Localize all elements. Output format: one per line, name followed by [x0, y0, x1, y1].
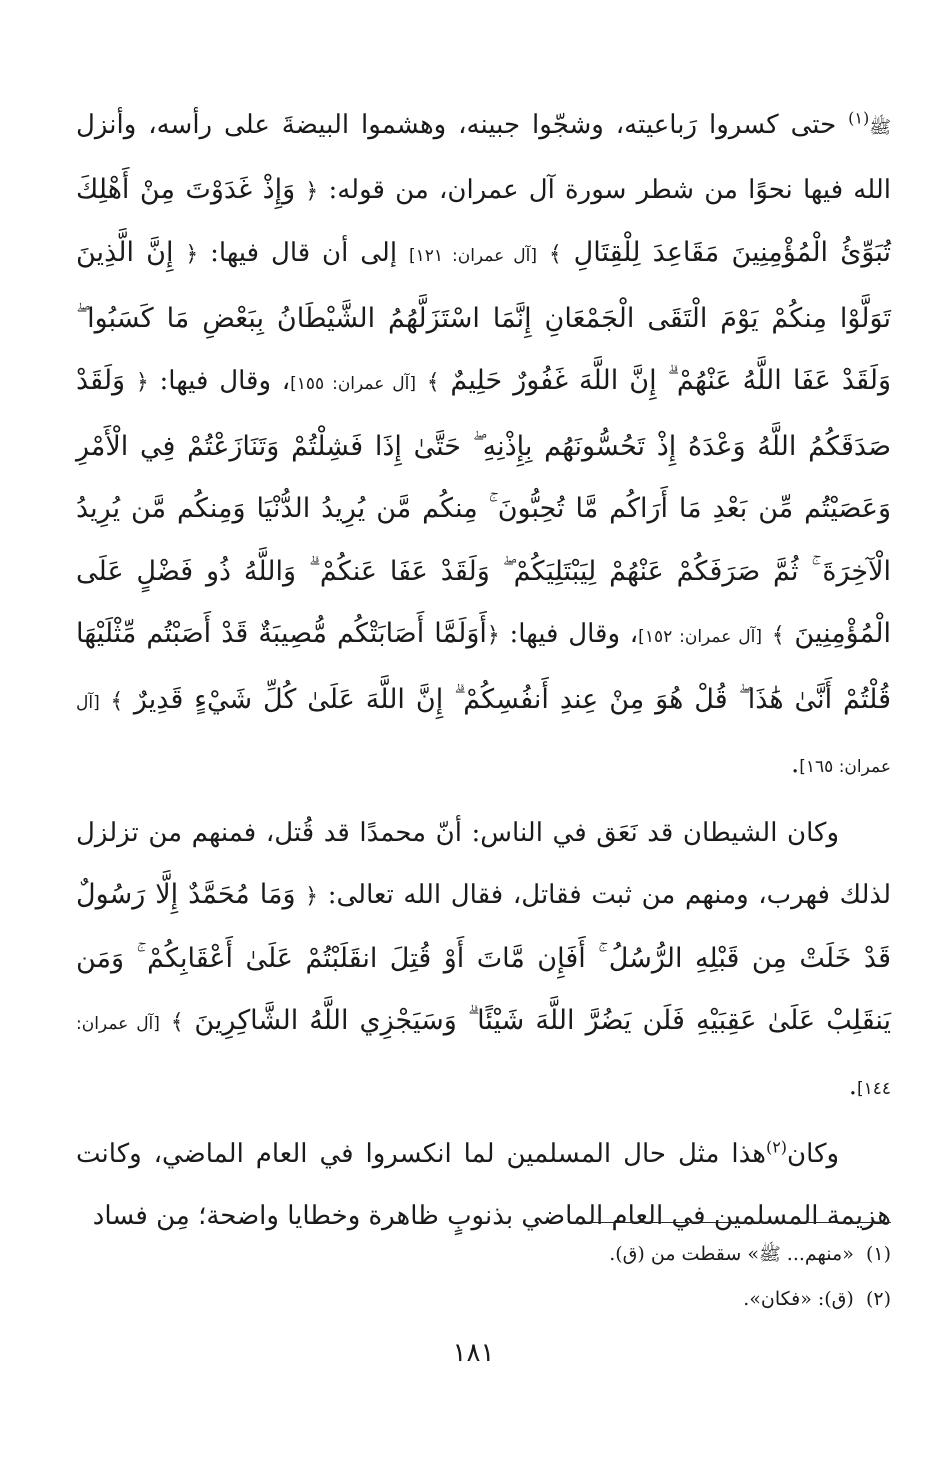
footnote-marker-1: (١): [848, 108, 870, 128]
footnote-number: (٢): [865, 1288, 891, 1310]
quran-verse: إِنَّ الَّذِينَ تَوَلَّوْا مِنكُمْ يَوْمَ الْتَقَى الْجَمْعَانِ إِنَّمَا اسْتَزَلَّهُمُ الشَّيْطَانُ بِبَعْضِ مَا كَسَبُوا ۖ وَلَقَدْ عَفَا اللَّهُ عَنْهُمْ ۗ إِنَّ اللَّهَ غَفُورٌ حَلِيمٌ: [76, 237, 892, 396]
footnotes: [76, 1232, 891, 1322]
verse-open-bracket: ﴿: [305, 884, 319, 909]
text-segment: .: [848, 1070, 857, 1101]
footnote-text: (ق): «فكان».: [743, 1288, 854, 1310]
quran-verse: وَمَا مُحَمَّدٌ إِلَّا رَسُولٌ قَدْ خَلَتْ مِن قَبْلِهِ الرُّسُلُ ۚ أَفَإِن مَّاتَ أَوْ قُتِلَ انقَلَبْتُمْ عَلَىٰ أَعْقَابِكُمْ ۚ وَمَن يَنقَلِبْ عَلَىٰ عَقِبَيْهِ فَلَن يَضُرَّ اللَّهَ شَيْئًا ۗ وَسَيَجْزِي اللَّهُ الشَّاكِرِينَ: [76, 879, 892, 1036]
page-number: ١٨١: [452, 1338, 495, 1368]
verse-open-bracket: ﴿: [185, 242, 199, 267]
text-segment: وكان: [787, 1139, 839, 1169]
verse-close-bracket: ﴾: [426, 370, 440, 395]
paragraph-3: [76, 1124, 891, 1247]
main-text: [76, 95, 891, 1247]
salawat-symbol: ﷺ: [869, 117, 892, 138]
verse-close-bracket: ﴾: [771, 623, 785, 648]
text-segment: هذا مثل حال المسلمين لما انكسروا في العام الماضي، وكانت هزيمة المسلمين في العام الماضي بذنوبٍ ظاهرة وخطايا واضحة؛ مِن فساد: [76, 1139, 891, 1231]
footnote-text: » سقطت من (ق).: [609, 1243, 759, 1265]
verse-reference: [آل عمران: ١٥٢]: [638, 627, 762, 647]
text-segment: ، وقال فيها:: [499, 619, 639, 649]
salawat-symbol: ﷺ: [758, 1244, 781, 1265]
quran-verse: أَوَلَمَّا أَصَابَتْكُم مُّصِيبَةٌ قَدْ أَصَبْتُم مِّثْلَيْهَا قُلْتُمْ أَنَّىٰ هَٰذَا ۖ قُلْ هُوَ مِنْ عِندِ أَنفُسِكُمْ ۗ إِنَّ اللَّهَ عَلَىٰ كُلِّ شَيْءٍ قَدِيرٌ: [76, 618, 891, 715]
verse-reference: [آل عمران: ١٢١]: [408, 246, 537, 266]
footnote-1: [76, 1232, 891, 1277]
text-segment: ، وقال فيها:: [148, 366, 291, 396]
text-segment: .: [790, 749, 800, 779]
paragraph-1: [76, 95, 891, 799]
verse-reference: [آل عمران: ١٦٥]: [76, 692, 891, 777]
verse-open-bracket: ﴿: [305, 178, 319, 204]
quran-verse: وَإِذْ غَدَوْتَ مِنْ أَهْلِكَ تُبَوِّئُ الْمُؤْمِنِينَ مَقَاعِدَ لِلْقِتَالِ: [76, 173, 891, 268]
footnote-number: (١): [865, 1243, 891, 1265]
footnote-text: «منهم...: [780, 1243, 854, 1265]
text-segment: حتى كسروا رَباعيته، وشجّوا جبينه، وهشموا البيضةَ على رأسه، وأنزل الله فيها نحوًا من شطر سورة آل عمران، من قوله:: [76, 110, 891, 205]
footnote-divider: [573, 1222, 891, 1223]
verse-reference: [آل عمران: ١٥٥]: [290, 374, 416, 394]
footnote-marker-2: (٢): [765, 1137, 788, 1157]
verse-open-bracket: ﴿: [135, 370, 149, 395]
verse-open-bracket: ﴿: [486, 623, 500, 648]
paragraph-2: [76, 803, 891, 1121]
text-segment: وكان الشيطان قد نَعَق في الناس: أنّ محمدًا قد قُتل، فمنهم من تزلزل لذلك فهرب، ومنهم من ثبت فقاتل، فقال الله تعالى:: [76, 817, 891, 910]
verse-close-bracket: ﴾: [548, 242, 562, 267]
verse-close-bracket: ﴾: [170, 1010, 184, 1035]
verse-close-bracket: ﴾: [110, 688, 124, 714]
verse-reference: [آل عمران: ١٤٤]: [76, 1014, 891, 1099]
footnote-2: [76, 1277, 891, 1322]
quran-verse: وَلَقَدْ صَدَقَكُمُ اللَّهُ وَعْدَهُ إِذْ تَحُسُّونَهُم بِإِذْنِهِ ۖ حَتَّىٰ إِذَا فَشِلْتُمْ وَتَنَازَعْتُمْ فِي الْأَمْرِ وَعَصَيْتُم مِّن بَعْدِ مَا أَرَاكُم مَّا تُحِبُّونَ ۚ مِنكُم مَّن يُرِيدُ الدُّنْيَا وَمِنكُم مَّن يُرِيدُ الْآخِرَةَ ۚ ثُمَّ صَرَفَكُمْ عَنْهُمْ لِيَبْتَلِيَكُمْ ۖ وَلَقَدْ عَفَا عَنكُمْ ۗ وَاللَّهُ ذُو فَضْلٍ عَلَى الْمُؤْمِنِينَ: [76, 365, 891, 649]
text-segment: إلى أن قال فيها:: [198, 238, 409, 268]
